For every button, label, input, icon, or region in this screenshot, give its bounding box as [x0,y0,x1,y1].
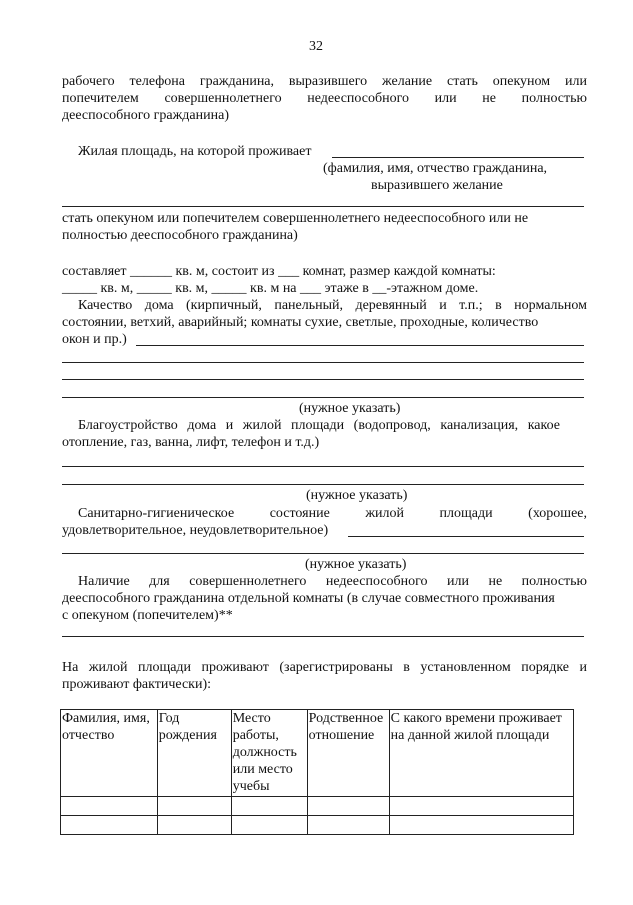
living-space-hint-2: выразившего желание [371,178,503,193]
table-cell[interactable] [307,797,389,816]
col-header-name: Фамилия, имя, отчество [61,710,158,797]
table-row [61,816,574,835]
living-space-hint-1: (фамилия, имя, отчество гражданина, [323,161,548,176]
table-cell[interactable] [389,816,573,835]
room-line-1: Наличие для совершеннолетнего недееспособного или не полностью [78,574,587,589]
sanitary-hint: (нужное указать) [305,557,407,572]
residents-line-2: проживают фактически): [62,677,212,692]
living-space-field-2[interactable] [62,206,584,207]
amenities-line-2: отопление, газ, ванна, лифт, телефон и т.д.) [62,435,320,450]
intro-line-1: рабочего телефона гражданина, выразившего желание стать опекуном или [62,74,587,89]
quality-line-2: состоянии, ветхий, аварийный; комнаты сухие, светлые, проходные, количество [62,315,539,330]
sanitary-line-2: удовлетворительное, неудовлетворительное) [62,523,329,538]
page-number: 32 [309,39,323,54]
quality-field-2[interactable] [62,362,584,363]
col-header-relation: Родственное отношение [307,710,389,797]
intro-line-3: дееспособного гражданина) [62,108,229,123]
quality-line-1: Качество дома (кирпичный, панельный, деревянный и т.п.; в нормальном [78,298,587,313]
table-header-row [61,710,574,797]
table-row [61,797,574,816]
quality-field-3[interactable] [62,379,584,380]
residents-table [60,709,574,835]
col-header-workplace: Место работы, должность или место учебы [231,710,307,797]
quality-field-4[interactable] [62,397,584,398]
table-cell[interactable] [231,797,307,816]
size-line-1: составляет ______ кв. м, состоит из ___ комнат, размер каждой комнаты: [62,264,496,279]
col-header-birth-year: Год рождения [157,710,231,797]
living-space-cont-2: полностью дееспособного гражданина) [62,228,298,243]
room-line-2: дееспособного гражданина отдельной комнаты (в случае совместного проживания [62,591,555,606]
table-cell[interactable] [157,816,231,835]
amenities-line-1: Благоустройство дома и жилой площади (водопровод, канализация, какое [78,418,560,433]
quality-line-3: окон и пр.) [62,332,127,347]
table-cell[interactable] [389,797,573,816]
table-cell[interactable] [307,816,389,835]
table-cell[interactable] [61,797,158,816]
amenities-field-2[interactable] [62,484,584,485]
living-space-label: Жилая площадь, на которой проживает [78,144,312,159]
intro-line-2: попечителем совершеннолетнего недееспособного или не полностью [62,91,587,106]
amenities-field-1[interactable] [62,466,584,467]
room-line-3: с опекуном (попечителем)** [62,608,233,623]
col-header-since: С какого времени проживает на данной жилой площади [389,710,573,797]
quality-field-1[interactable] [136,345,584,346]
table-cell[interactable] [61,816,158,835]
size-line-2: _____ кв. м, _____ кв. м, _____ кв. м на ___ этаже в __-этажном доме. [62,281,479,296]
sanitary-field-2[interactable] [62,553,584,554]
sanitary-field-1[interactable] [348,536,584,537]
quality-hint: (нужное указать) [299,401,401,416]
residents-line-1: На жилой площади проживают (зарегистрированы в установленном порядке и [62,660,587,675]
sanitary-line-1: Санитарно-гигиеническое состояние жилой площади (хорошее, [78,506,587,521]
amenities-hint: (нужное указать) [306,488,408,503]
living-space-cont-1: стать опекуном или попечителем совершеннолетнего недееспособного или не [62,211,529,226]
table-cell[interactable] [231,816,307,835]
living-space-field[interactable] [332,157,584,158]
room-field[interactable] [62,636,584,637]
table-cell[interactable] [157,797,231,816]
